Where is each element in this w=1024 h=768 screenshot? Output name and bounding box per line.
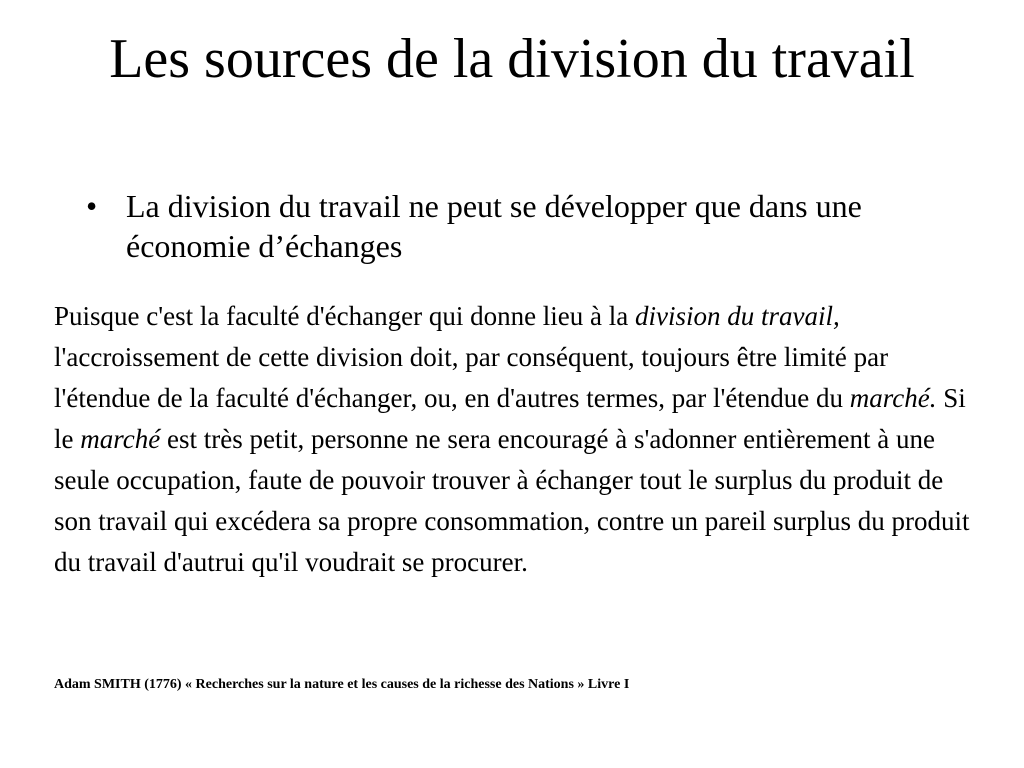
quote-text-1: Puisque c'est la faculté d'échanger qui donne lieu à la <box>54 301 636 331</box>
slide-title: Les sources de la division du travail <box>109 28 915 90</box>
bullet-icon: • <box>86 188 98 224</box>
quote-paragraph <box>54 296 974 583</box>
quote-emphasis-division: division du travail, <box>635 301 840 331</box>
bullet-list <box>86 186 946 266</box>
citation: Adam SMITH (1776) « Recherches sur la nature et les causes de la richesse des Nations » Livre I <box>54 677 630 692</box>
quote-text-4: est très petit, personne ne sera encouragé à s'adonner entièrement à une seule occupation, faute de pouvoir trouver à échanger tout le surplus du produit de son travail qui excédera sa propre consommation, contre un pareil surplus du produit du travail d'autrui qu'il voudrait se procurer. <box>54 424 970 577</box>
bullet-item <box>86 186 946 266</box>
quote-emphasis-marche-1: marché. <box>849 383 937 413</box>
quote-emphasis-marche-2: marché <box>80 424 161 454</box>
bullet-text: La division du travail ne peut se développer que dans une économie d’échanges <box>126 188 862 264</box>
quote-text-3: Si le <box>54 383 966 454</box>
quote-text-2: l'accroissement de cette division doit, par conséquent, toujours être limité par l'étendue de la faculté d'échanger, ou, en d'autres termes, par l'étendue du <box>54 342 889 413</box>
